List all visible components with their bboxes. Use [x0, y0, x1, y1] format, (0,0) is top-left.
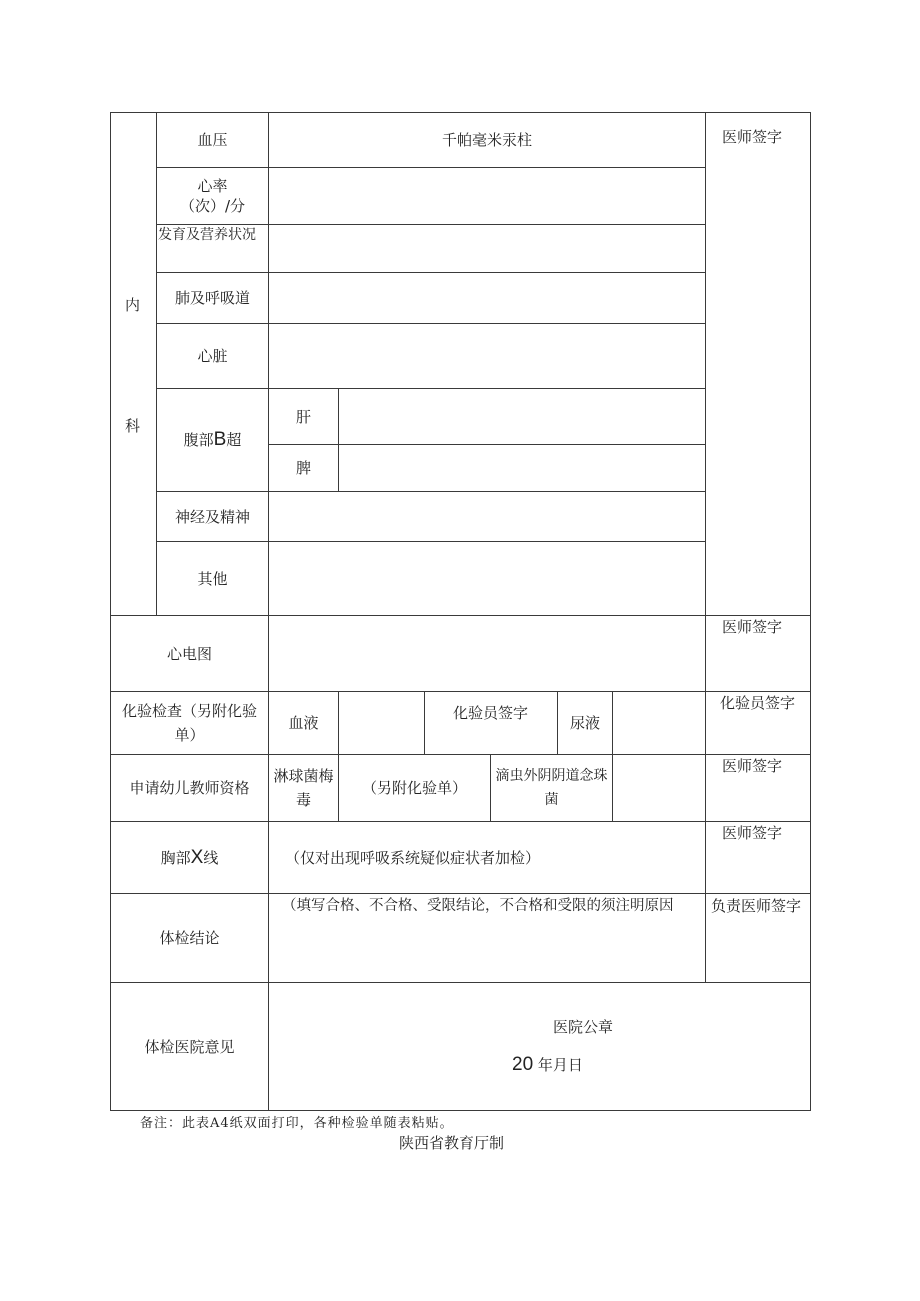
blood-pressure-label: 血压 [197, 131, 228, 149]
internal-doctor-signature: 医师签字 [722, 128, 783, 146]
xray-label-post: 线 [203, 848, 219, 867]
spleen-field[interactable] [339, 445, 705, 491]
ecg-doctor-signature: 医师签字 [722, 618, 783, 636]
grid-line [705, 112, 706, 982]
date-year-prefix: 20 [512, 1054, 534, 1075]
section-label-internal-2: 科 [125, 417, 141, 435]
conclusion-label: 体检结论 [159, 929, 220, 947]
heart-rate-field[interactable] [269, 168, 705, 224]
abdomen-label-b: B [213, 429, 227, 450]
blood-test-field[interactable] [339, 692, 424, 754]
footer-remark: 备注：此表A4纸双面打印，各种检验单随表粘贴。 [140, 1116, 454, 1131]
table-border-bottom [110, 1110, 811, 1111]
neuro-field[interactable] [269, 492, 705, 541]
urine-test-field[interactable] [613, 692, 705, 754]
teacher-test-field[interactable] [613, 755, 705, 821]
blood-pressure-unit: 千帕毫米汞柱 [441, 131, 532, 149]
other-label: 其他 [197, 569, 228, 588]
xray-label-pre: 胸部 [160, 848, 191, 867]
heart-rate-label [157, 168, 268, 224]
heart-label: 心脏 [197, 347, 228, 365]
section-label-internal-1: 内 [125, 296, 141, 314]
ecg-field[interactable] [269, 616, 705, 691]
teacher-attach-note: （另附化验单） [361, 779, 467, 797]
neuro-label: 神经及精神 [174, 507, 250, 526]
chest-xray-label [111, 822, 268, 893]
xray-doctor-signature: 医师签字 [722, 824, 783, 842]
liver-label: 肝 [295, 407, 311, 426]
liver-field[interactable] [339, 389, 705, 444]
spleen-label: 脾 [295, 459, 311, 477]
urine-test-label: 尿液 [569, 714, 600, 732]
lungs-label: 肺及呼吸道 [174, 289, 250, 307]
hospital-opinion-label: 体检医院意见 [144, 1037, 235, 1056]
blood-pressure-field[interactable] [269, 113, 705, 167]
lab-tech-signature: 化验员签字 [453, 704, 529, 722]
development-label: 发育及营养状况 [158, 227, 256, 243]
hospital-seal: 医院公章 [553, 1018, 614, 1036]
xray-label-x: X [190, 846, 204, 868]
hospital-date [512, 1054, 583, 1076]
lab-test-label: 化验检查（另附化验单） [121, 702, 257, 744]
abdomen-ultrasound-label [157, 389, 268, 491]
abdomen-label-pre: 腹部 [183, 431, 214, 449]
teacher-doctor-signature: 医师签字 [722, 757, 783, 775]
lungs-field[interactable] [269, 273, 705, 323]
ecg-label: 心电图 [166, 644, 212, 663]
footer-issuer: 陕西省教育厅制 [399, 1134, 505, 1152]
heart-field[interactable] [269, 324, 705, 388]
gonorrhea-syphilis-label: 淋球菌梅毒 [273, 767, 334, 809]
xray-note: （仅对出现呼吸系统疑似症状者加检） [285, 849, 541, 867]
teacher-qualification-label: 申请幼儿教师资格 [129, 779, 250, 797]
grid-line [424, 692, 425, 754]
abdomen-label-post: 超 [226, 431, 242, 449]
table-border-right [810, 112, 811, 1111]
trichomonas-candida-label: 滴虫外阴阴道念珠菌 [495, 768, 608, 808]
development-field[interactable] [269, 225, 705, 272]
lab-tech-signature-right: 化验员签字 [720, 694, 796, 712]
heart-rate-label-line2: （次）/分 [179, 197, 246, 215]
heart-rate-label-line1: 心率 [197, 177, 228, 195]
date-suffix: 年月日 [537, 1056, 583, 1074]
other-field[interactable] [269, 542, 705, 615]
conclusion-note: （填写合格、不合格、受限结论，不合格和受限的须注明原因 [282, 898, 674, 914]
chief-doctor-signature: 负责医师签字 [711, 897, 802, 915]
blood-test-label: 血液 [288, 714, 319, 732]
